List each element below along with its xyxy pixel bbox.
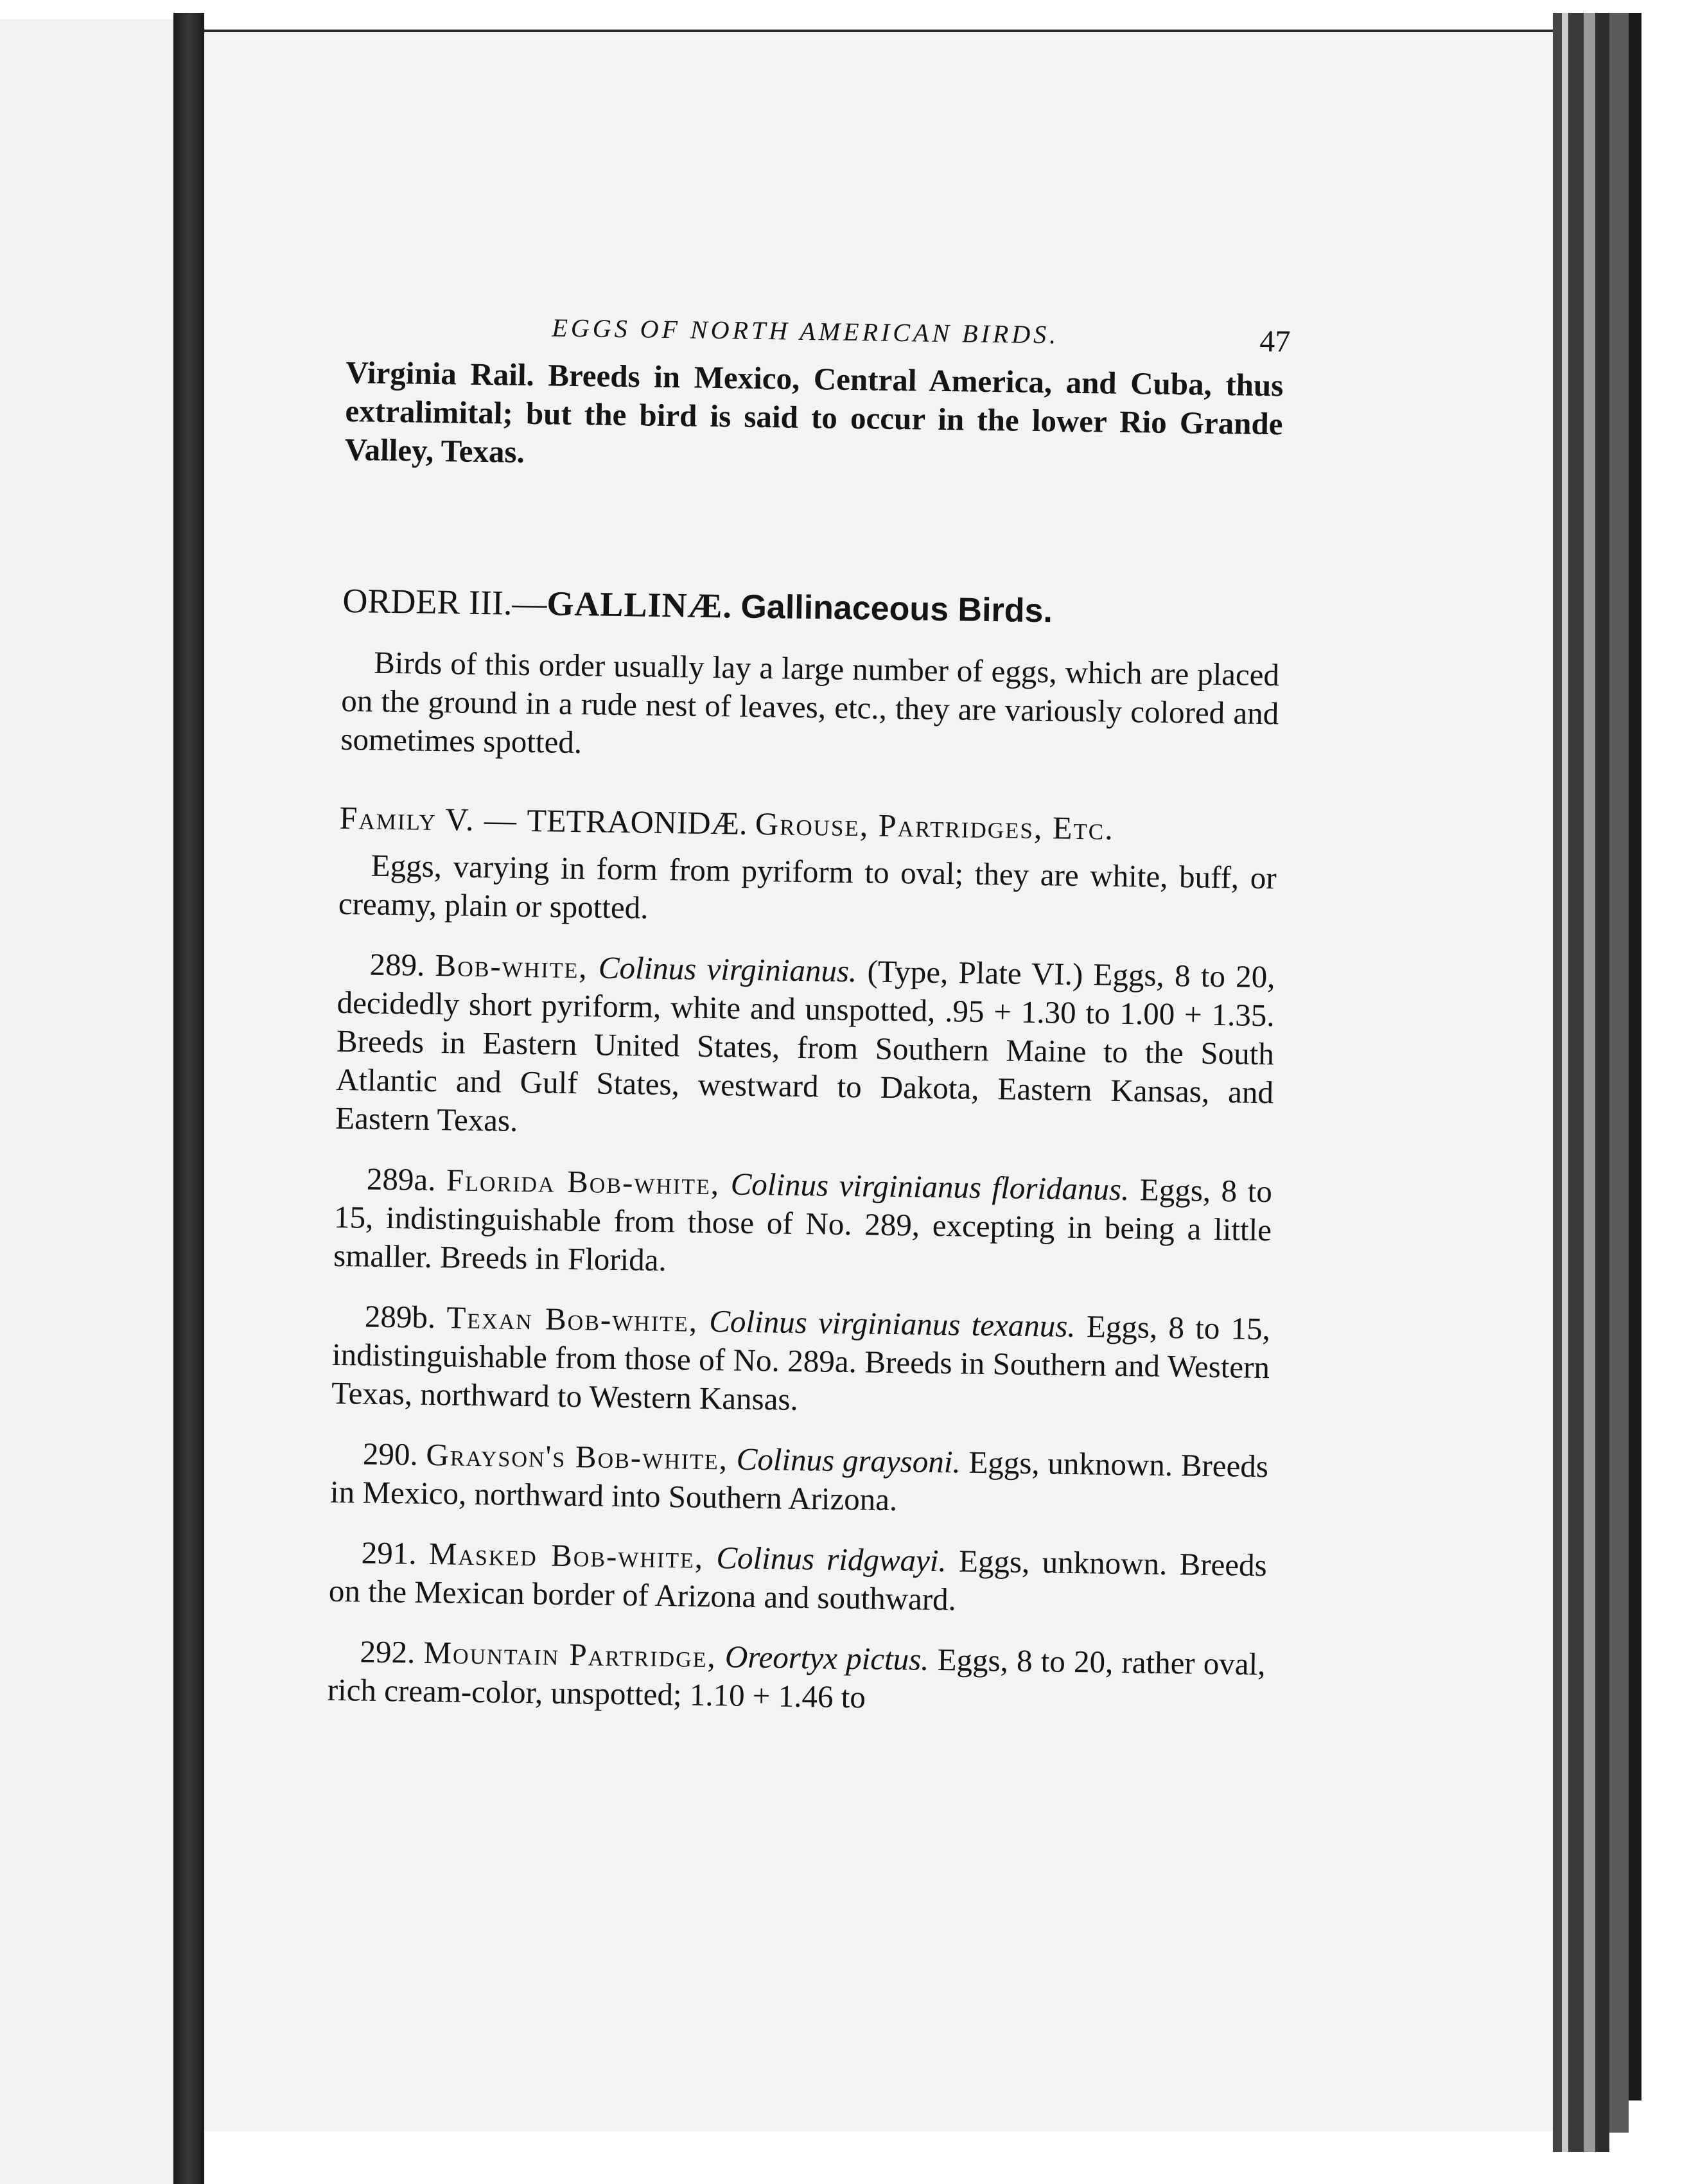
entry-number: 291. bbox=[361, 1535, 417, 1571]
entry-text: Eggs, 8 to 20, rather oval, rich cream-color, unspotted; 1.10 + 1.46 to bbox=[327, 1642, 1266, 1715]
page-edge bbox=[1562, 13, 1568, 2152]
entry-latin-name: Colinus virginianus texanus. bbox=[708, 1303, 1076, 1344]
entry-number: 289a. bbox=[366, 1161, 436, 1198]
species-entry bbox=[327, 1632, 1266, 1722]
entry-number: 290. bbox=[362, 1436, 419, 1472]
entry-number: 289. bbox=[369, 946, 425, 983]
family-description: Eggs, varying in form from pyriform to oval; they are white, buff, or creamy, plain or spotted. bbox=[338, 847, 1277, 926]
page-edge bbox=[1568, 13, 1584, 2152]
species-entry bbox=[331, 1297, 1270, 1425]
entry-text: Eggs, unknown. Breeds in Mexico, northward into Southern Arizona. bbox=[329, 1444, 1269, 1518]
entry-latin-name: Colinus virginianus floridanus. bbox=[730, 1166, 1130, 1208]
species-entry bbox=[335, 945, 1275, 1150]
family-label: Family V. — bbox=[339, 799, 527, 838]
book-gutter bbox=[173, 13, 204, 2184]
entry-common-name: Florida Bob-white, bbox=[446, 1162, 721, 1202]
entry-latin-name: Colinus graysoni. bbox=[736, 1441, 961, 1480]
species-entry bbox=[330, 1434, 1269, 1524]
entry-common-name: Grayson's Bob-white, bbox=[426, 1436, 729, 1477]
family-heading bbox=[339, 797, 1277, 851]
order-common-name: Gallinaceous Birds. bbox=[740, 588, 1053, 630]
entry-text: Eggs, unknown. Breeds on the Mexican border of Arizona and southward. bbox=[328, 1543, 1268, 1617]
background-margin bbox=[1641, 13, 1698, 2152]
entry-common-name: Mountain Partridge, bbox=[423, 1634, 717, 1675]
page-edge bbox=[1553, 13, 1562, 2152]
species-entry bbox=[329, 1533, 1268, 1623]
entry-text: (Type, Plate VI.) Eggs, 8 to 20, decidedly short pyriform, white and unspotted, .95 + 1.30 to 1.00 + 1.35. Breeds in Eastern United States, from Southern Maine to the South Atlantic and Gulf States, westward to Dakota, Eastern Kansas, and Eastern Texas. bbox=[335, 953, 1275, 1138]
running-title: EGGS OF NORTH AMERICAN BIRDS. bbox=[552, 313, 1060, 349]
entry-text: Eggs, 8 to 15, indistinguishable from those of No. 289a. Breeds in Southern and Western Texas, northward to Western Kansas. bbox=[331, 1308, 1271, 1417]
page-content bbox=[327, 302, 1291, 1722]
family-common-name: Grouse, Partridges, Etc. bbox=[755, 805, 1115, 847]
entry-latin-name: Colinus virginianus. bbox=[598, 949, 857, 989]
order-label: ORDER III.— bbox=[342, 581, 547, 623]
page-edge bbox=[1584, 13, 1595, 2152]
entry-text: Eggs, 8 to 15, indistinguishable from those of No. 289, excepting in being a little smaller. Breeds in Florida. bbox=[333, 1172, 1273, 1278]
family-name: TETRAONIDÆ. bbox=[527, 802, 748, 841]
page-edge bbox=[1609, 13, 1629, 2133]
species-entry bbox=[333, 1159, 1272, 1288]
entry-common-name: Texan Bob-white, bbox=[446, 1299, 699, 1339]
page-edge bbox=[1595, 13, 1609, 2152]
entry-common-name: Bob-white, bbox=[435, 947, 588, 985]
entry-number: 292. bbox=[360, 1634, 416, 1670]
page-number: 47 bbox=[1259, 324, 1291, 359]
entry-common-name: Masked Bob-white, bbox=[428, 1535, 705, 1575]
entry-number: 289b. bbox=[364, 1298, 436, 1335]
entry-latin-name: Oreortyx pictus. bbox=[724, 1639, 929, 1677]
left-page bbox=[0, 19, 184, 2184]
continuation-paragraph: Virginia Rail. Breeds in Mexico, Central America, and Cuba, thus extralimital; but the bird is said to occur in the lower Rio Grande Valley, Texas. bbox=[344, 354, 1284, 470]
order-description: Birds of this order usually lay a large number of eggs, which are placed on the ground in a rude nest of leaves, etc., they are variously colored and sometimes spotted. bbox=[340, 644, 1280, 761]
page-edge bbox=[1629, 13, 1641, 2100]
entry-latin-name: Colinus ridgwayi. bbox=[716, 1540, 947, 1579]
order-heading bbox=[342, 578, 1281, 637]
order-name: GALLINÆ. bbox=[547, 584, 733, 626]
